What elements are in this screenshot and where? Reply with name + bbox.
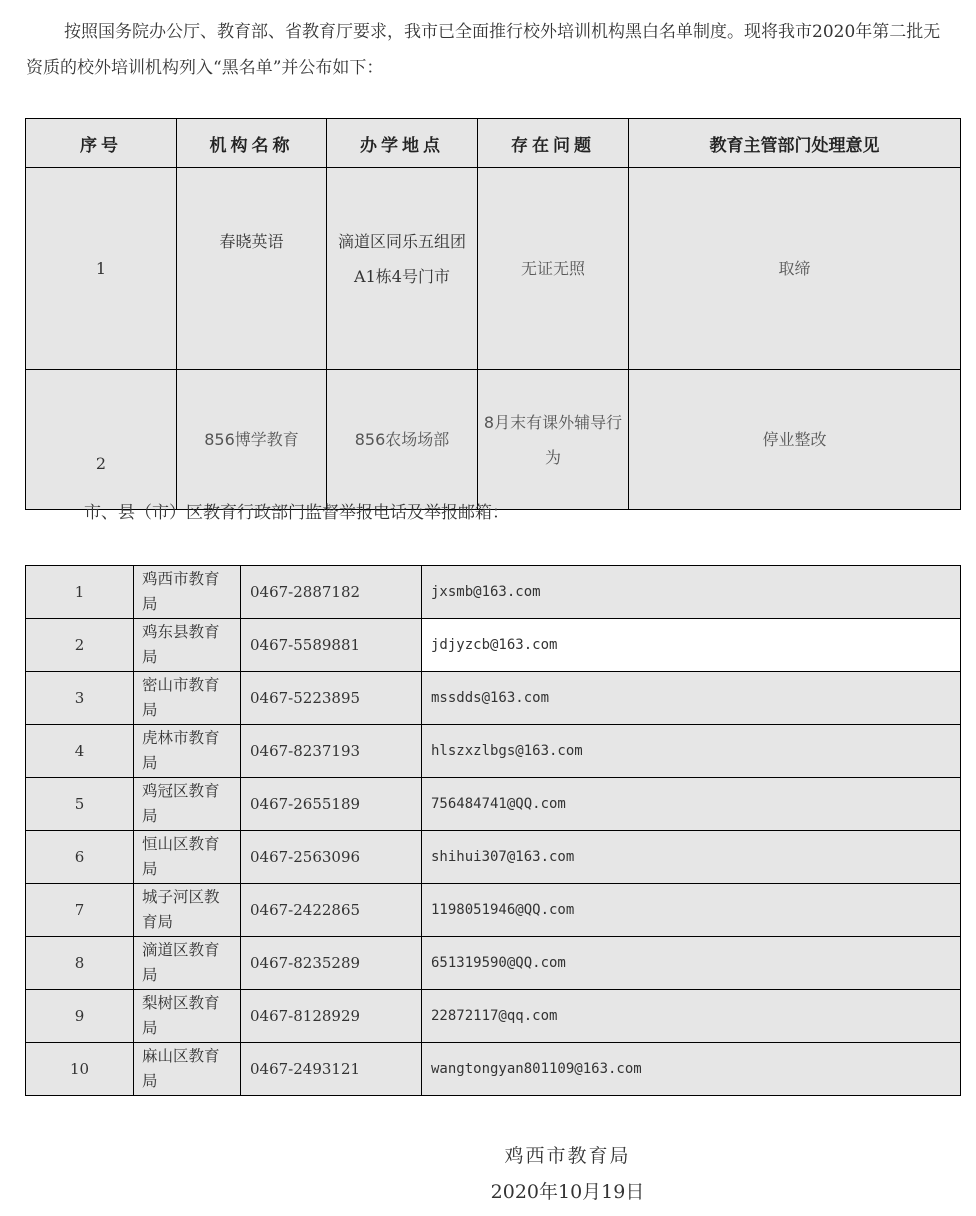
row-location-line2: A1栋4号门市 (354, 267, 450, 286)
contact-org (134, 884, 241, 937)
contact-org (134, 937, 241, 990)
contact-org-line1: 鸡东县教育 (142, 623, 220, 641)
row-org-name: 856博学教育 (177, 370, 327, 510)
table-row (26, 937, 961, 990)
row-issue (478, 370, 629, 510)
contact-org-line1: 滴道区教育 (142, 941, 220, 959)
contact-org (134, 619, 241, 672)
contact-org (134, 831, 241, 884)
contact-phone: 0467-2655189 (241, 778, 422, 831)
row-action: 取缔 (629, 168, 961, 370)
contacts-table (25, 565, 961, 1096)
contact-phone: 0467-2887182 (241, 566, 422, 619)
contact-email[interactable]: 756484741@QQ.com (422, 778, 961, 831)
contact-org (134, 725, 241, 778)
contact-no: 9 (26, 990, 134, 1043)
intro-paragraph: 按照国务院办公厅、教育部、省教育厅要求，我市已全面推行校外培训机构黑白名单制度。现将我市2020年第二批无资质的校外培训机构列入“黑名单”并公布如下： (26, 22, 941, 78)
contact-phone: 0467-8128929 (241, 990, 422, 1043)
contact-email[interactable]: 1198051946@QQ.com (422, 884, 961, 937)
contact-email[interactable]: jdjyzcb@163.com (422, 619, 961, 672)
table-row (26, 831, 961, 884)
table-row (26, 778, 961, 831)
contact-org (134, 1043, 241, 1096)
contact-org-line2: 局 (142, 1019, 158, 1037)
row-location: 856农场场部 (327, 370, 478, 510)
contact-no: 7 (26, 884, 134, 937)
table-row (26, 619, 961, 672)
contact-org (134, 990, 241, 1043)
table-row (26, 370, 961, 510)
contact-org-line1: 恒山区教育 (142, 835, 220, 853)
contact-org-line1: 虎林市教育 (142, 729, 220, 747)
contact-org-line2: 局 (142, 648, 158, 666)
contact-org-line1: 鸡冠区教育 (142, 782, 220, 800)
contact-phone: 0467-2493121 (241, 1043, 422, 1096)
table-row (26, 168, 961, 370)
contact-phone: 0467-8237193 (241, 725, 422, 778)
row-action: 停业整改 (629, 370, 961, 510)
contact-email[interactable]: jxsmb@163.com (422, 566, 961, 619)
contact-phone: 0467-8235289 (241, 937, 422, 990)
contact-email[interactable]: mssdds@163.com (422, 672, 961, 725)
signature-org: 鸡西市教育局 (504, 1145, 631, 1167)
row-issue: 无证无照 (478, 168, 629, 370)
signature-block (485, 1138, 650, 1210)
table-row (26, 990, 961, 1043)
header-issue: 存在问题 (478, 119, 629, 168)
contact-no: 3 (26, 672, 134, 725)
contact-org-line2: 局 (142, 701, 158, 719)
contact-phone: 0467-2563096 (241, 831, 422, 884)
table-row (26, 672, 961, 725)
row-issue-line1: 8月末有课外辅导行 (483, 412, 623, 432)
contact-no: 5 (26, 778, 134, 831)
contact-org-line2: 局 (142, 1072, 158, 1090)
table-row (26, 725, 961, 778)
blacklist-header-row (26, 119, 961, 168)
contact-org-line1: 麻山区教育 (142, 1047, 220, 1065)
contact-no: 2 (26, 619, 134, 672)
contact-phone: 0467-5589881 (241, 619, 422, 672)
contact-no: 10 (26, 1043, 134, 1096)
contact-no: 4 (26, 725, 134, 778)
header-org-name: 机构名称 (177, 119, 327, 168)
contact-org-line1: 鸡西市教育 (142, 570, 220, 588)
row-issue-line2: 为 (544, 447, 561, 467)
row-location-line1: 滴道区同乐五组团 (337, 232, 466, 251)
contact-email[interactable]: 22872117@qq.com (422, 990, 961, 1043)
contact-no: 6 (26, 831, 134, 884)
contact-org-line2: 育局 (142, 913, 174, 931)
contact-org (134, 778, 241, 831)
contact-email[interactable]: shihui307@163.com (422, 831, 961, 884)
contact-org-line2: 局 (142, 807, 158, 825)
contact-org-line2: 局 (142, 966, 158, 984)
row-org-name: 春晓英语 (177, 168, 327, 370)
contact-email[interactable]: 651319590@QQ.com (422, 937, 961, 990)
row-seq: 1 (26, 168, 177, 370)
contact-org-line1: 梨树区教育 (142, 994, 220, 1012)
contact-org-line2: 局 (142, 595, 158, 613)
row-location (327, 168, 478, 370)
table-row (26, 884, 961, 937)
contact-org-line2: 局 (142, 860, 158, 878)
contact-no: 1 (26, 566, 134, 619)
contacts-heading: 市、县（市）区教育行政部门监督举报电话及举报邮箱： (84, 503, 509, 523)
contact-email[interactable]: hlszxzlbgs@163.com (422, 725, 961, 778)
signature-date: 2020年10月19日 (490, 1181, 645, 1203)
contact-org-line1: 城子河区教 (142, 888, 220, 906)
table-row (26, 566, 961, 619)
contact-no: 8 (26, 937, 134, 990)
contact-email[interactable]: wangtongyan801109@163.com (422, 1043, 961, 1096)
contact-org-line1: 密山市教育 (142, 676, 220, 694)
table-row (26, 1043, 961, 1096)
header-action: 教育主管部门处理意见 (629, 119, 961, 168)
contact-phone: 0467-5223895 (241, 672, 422, 725)
row-seq: 2 (26, 370, 177, 510)
contact-org (134, 672, 241, 725)
header-location: 办学地点 (327, 119, 478, 168)
header-seq: 序号 (26, 119, 177, 168)
blacklist-table (25, 118, 961, 510)
contact-phone: 0467-2422865 (241, 884, 422, 937)
contact-org-line2: 局 (142, 754, 158, 772)
contact-org (134, 566, 241, 619)
